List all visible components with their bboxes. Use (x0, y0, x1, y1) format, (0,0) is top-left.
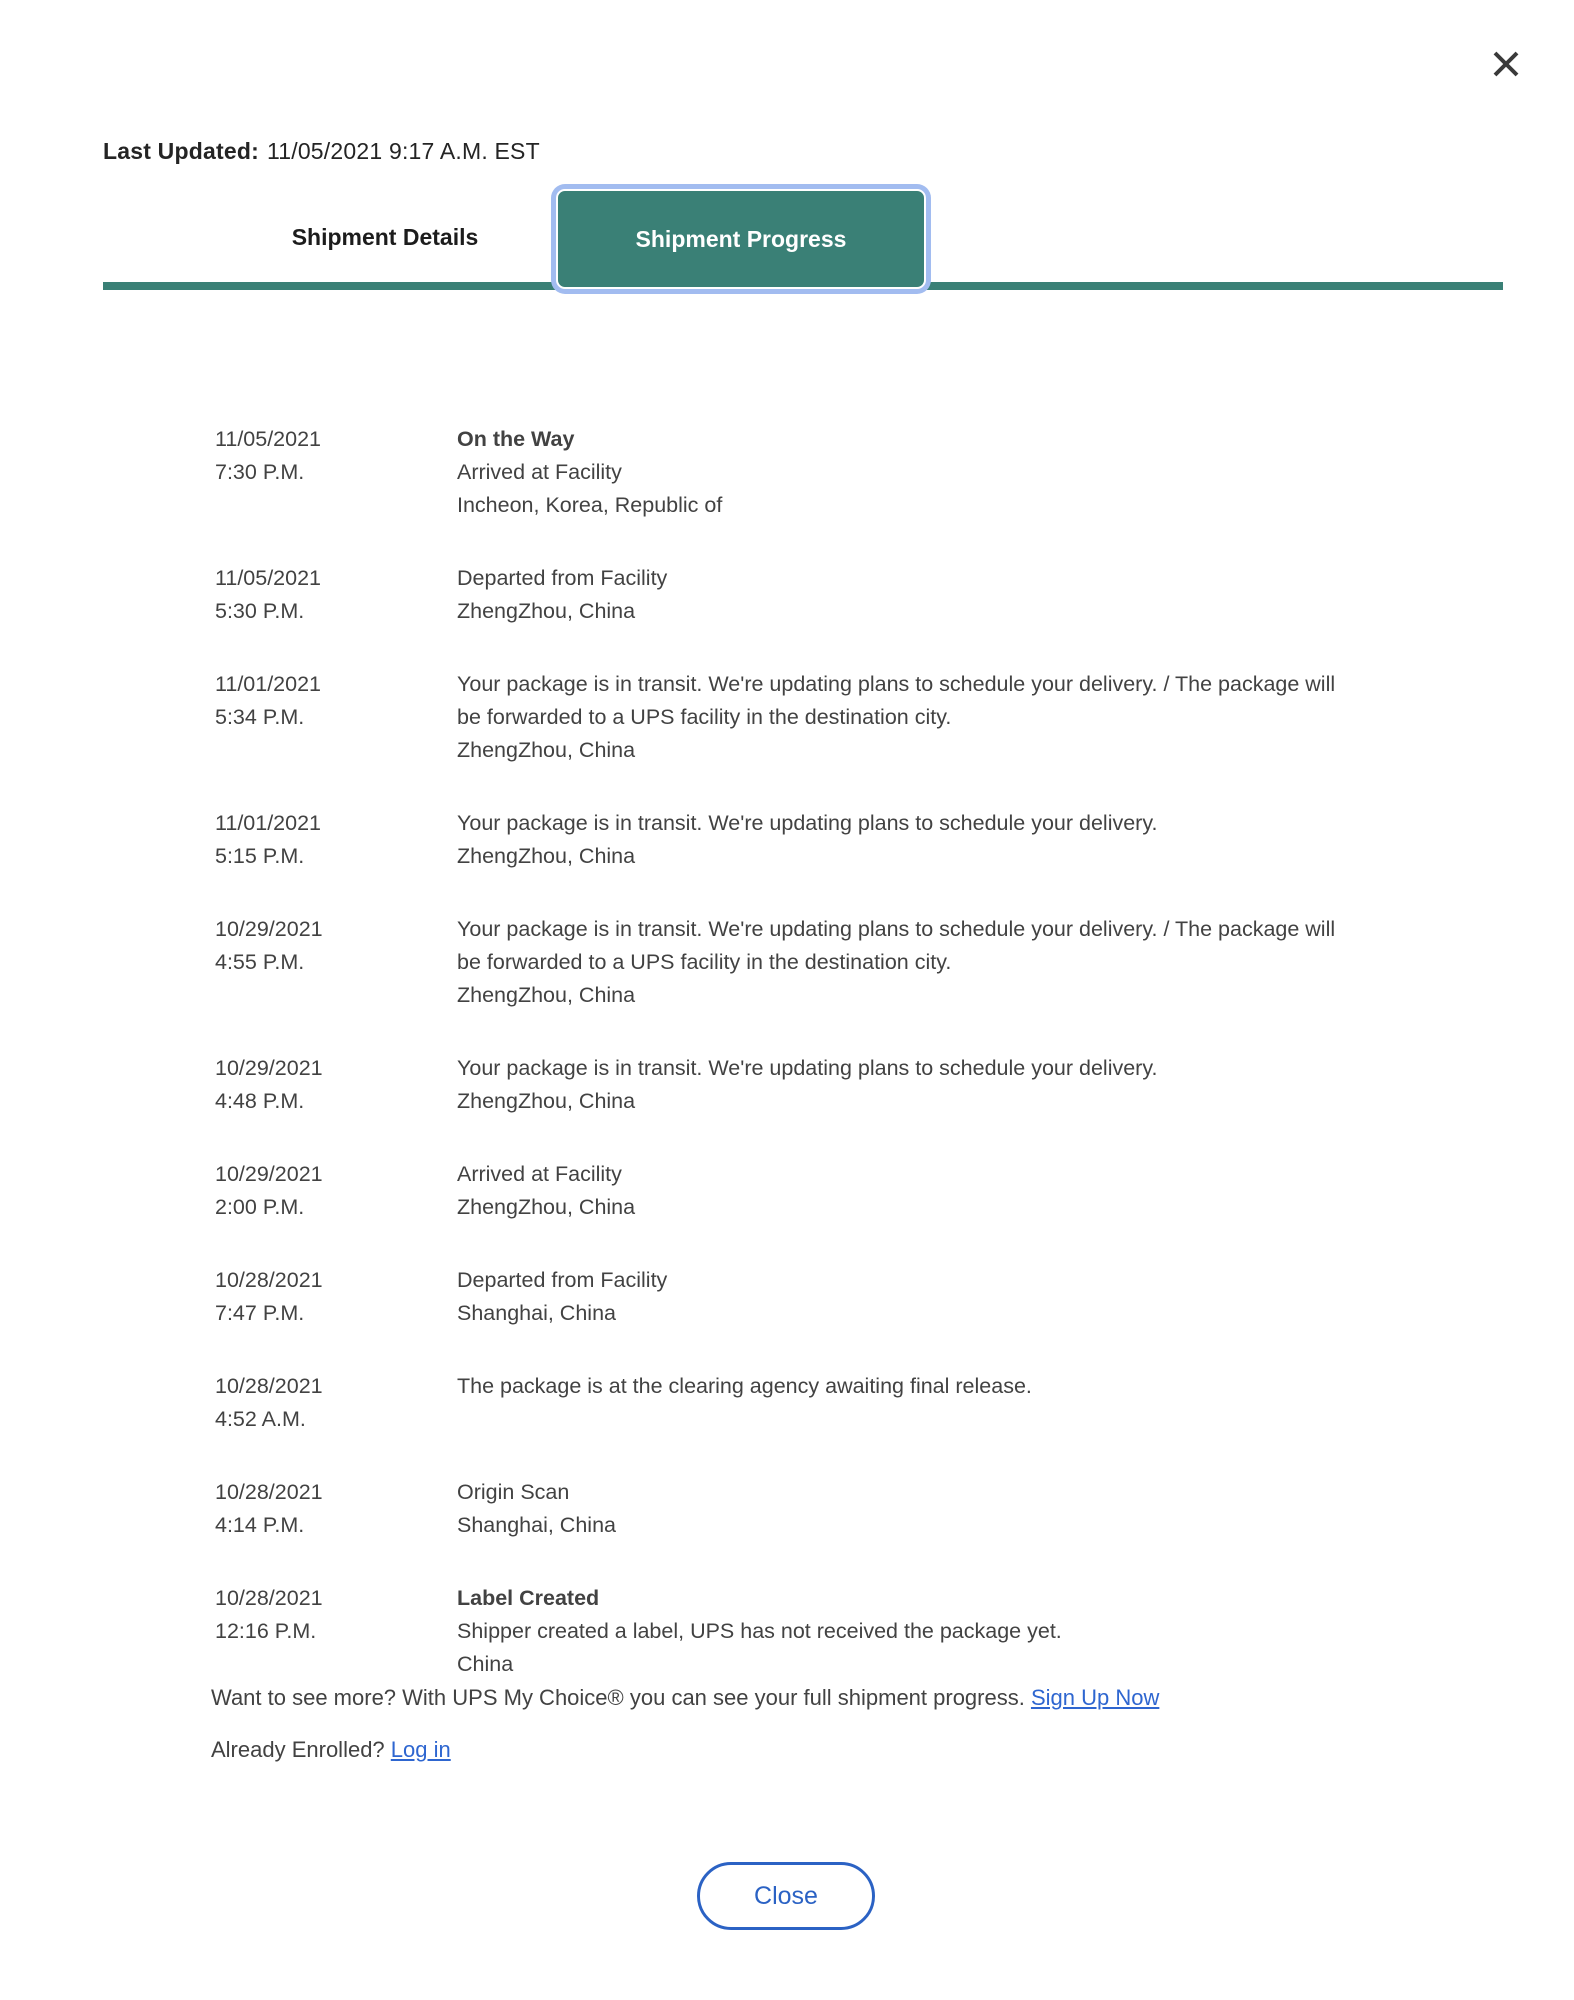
last-updated-label: Last Updated: (103, 138, 259, 164)
promo-line (211, 1684, 1159, 1712)
shipment-progress-timeline (215, 423, 1337, 1681)
event-datetime (215, 913, 457, 1012)
event-status-title: Label Created (457, 1586, 600, 1610)
event-detail-line: Origin Scan (457, 1480, 570, 1504)
event-detail-line: Your package is in transit. We're updating plans to schedule your delivery. (457, 1056, 1158, 1080)
event-detail-line: ZhengZhou, China (457, 1195, 636, 1219)
event-description (457, 1264, 1337, 1330)
timeline-event (215, 913, 1337, 1012)
event-datetime (215, 668, 457, 767)
tab-shipment-progress[interactable] (551, 184, 931, 294)
timeline-event (215, 1582, 1337, 1681)
event-date: 10/28/2021 (215, 1268, 323, 1292)
event-detail-line: Shanghai, China (457, 1301, 616, 1325)
event-date: 10/28/2021 (215, 1480, 323, 1504)
event-detail-line: Departed from Facility (457, 1268, 668, 1292)
event-detail-line: Your package is in transit. We're updating plans to schedule your delivery. (457, 811, 1158, 835)
event-detail-line: Arrived at Facility (457, 460, 622, 484)
event-detail-line: Incheon, Korea, Republic of (457, 493, 723, 517)
event-detail-line: Departed from Facility (457, 566, 668, 590)
timeline-event (215, 1476, 1337, 1542)
enrolled-line (211, 1736, 1159, 1764)
event-datetime (215, 1052, 457, 1118)
event-date: 11/01/2021 (215, 811, 322, 835)
event-date: 10/28/2021 (215, 1374, 323, 1398)
event-datetime (215, 1158, 457, 1224)
event-detail-line: Your package is in transit. We're updating plans to schedule your delivery. / The package will be forwarded to a UPS facility in the destination city. (457, 672, 1336, 729)
event-detail-line: Your package is in transit. We're updating plans to schedule your delivery. / The package will be forwarded to a UPS facility in the destination city. (457, 917, 1336, 974)
event-date: 10/29/2021 (215, 1056, 323, 1080)
event-detail-line: Shipper created a label, UPS has not received the package yet. (457, 1619, 1062, 1643)
event-detail-line: ZhengZhou, China (457, 983, 636, 1007)
tab-shipment-progress-label: Shipment Progress (556, 189, 926, 289)
timeline-event (215, 1158, 1337, 1224)
event-description (457, 1476, 1337, 1542)
event-detail-line: Arrived at Facility (457, 1162, 622, 1186)
event-description (457, 1158, 1337, 1224)
close-button[interactable]: Close (697, 1862, 875, 1930)
timeline-event (215, 807, 1337, 873)
event-description (457, 1052, 1337, 1118)
event-description (457, 423, 1337, 522)
close-icon-glyph (1491, 49, 1521, 79)
event-datetime (215, 807, 457, 873)
event-time: 4:48 P.M. (215, 1089, 305, 1113)
last-updated-value: 11/05/2021 9:17 A.M. EST (266, 138, 540, 164)
event-date: 10/28/2021 (215, 1586, 323, 1610)
event-detail-line: Shanghai, China (457, 1513, 616, 1537)
event-time: 4:55 P.M. (215, 950, 305, 974)
event-time: 12:16 P.M. (215, 1619, 317, 1643)
timeline-event (215, 423, 1337, 522)
event-date: 11/05/2021 (215, 427, 322, 451)
log-in-link[interactable]: Log in (390, 1737, 451, 1762)
event-detail-line: ZhengZhou, China (457, 1089, 636, 1113)
tab-shipment-details[interactable]: Shipment Details (215, 187, 555, 287)
sign-up-now-link[interactable]: Sign Up Now (1030, 1685, 1160, 1710)
close-icon[interactable] (1488, 46, 1524, 82)
timeline-event (215, 1052, 1337, 1118)
event-description (457, 1370, 1337, 1436)
event-datetime (215, 423, 457, 522)
event-detail-line: China (457, 1652, 514, 1676)
timeline-event (215, 562, 1337, 628)
timeline-event (215, 1264, 1337, 1330)
event-date: 10/29/2021 (215, 917, 323, 941)
event-time: 2:00 P.M. (215, 1195, 305, 1219)
event-status-title: On the Way (457, 427, 575, 451)
promo-text: Want to see more? With UPS My Choice® you can see your full shipment progress. (211, 1685, 1031, 1710)
event-detail-line: ZhengZhou, China (457, 599, 636, 623)
event-time: 7:30 P.M. (215, 460, 305, 484)
enrolled-text: Already Enrolled? (211, 1737, 391, 1762)
my-choice-promo (211, 1684, 1159, 1764)
event-time: 5:15 P.M. (215, 844, 305, 868)
event-datetime (215, 1264, 457, 1330)
event-datetime (215, 1370, 457, 1436)
timeline-event (215, 1370, 1337, 1436)
last-updated (103, 138, 540, 165)
event-description (457, 913, 1337, 1012)
event-datetime (215, 562, 457, 628)
event-detail-line: The package is at the clearing agency awaiting final release. (457, 1374, 1032, 1398)
event-detail-line: ZhengZhou, China (457, 738, 636, 762)
event-time: 5:34 P.M. (215, 705, 305, 729)
event-description (457, 1582, 1337, 1681)
event-description (457, 668, 1337, 767)
timeline-event (215, 668, 1337, 767)
event-date: 10/29/2021 (215, 1162, 323, 1186)
event-datetime (215, 1582, 457, 1681)
event-time: 7:47 P.M. (215, 1301, 305, 1325)
event-detail-line: ZhengZhou, China (457, 844, 636, 868)
event-date: 11/01/2021 (215, 672, 322, 696)
event-time: 5:30 P.M. (215, 599, 305, 623)
event-time: 4:52 A.M. (215, 1407, 306, 1431)
event-description (457, 807, 1337, 873)
event-date: 11/05/2021 (215, 566, 322, 590)
event-datetime (215, 1476, 457, 1542)
event-time: 4:14 P.M. (215, 1513, 305, 1537)
event-description (457, 562, 1337, 628)
